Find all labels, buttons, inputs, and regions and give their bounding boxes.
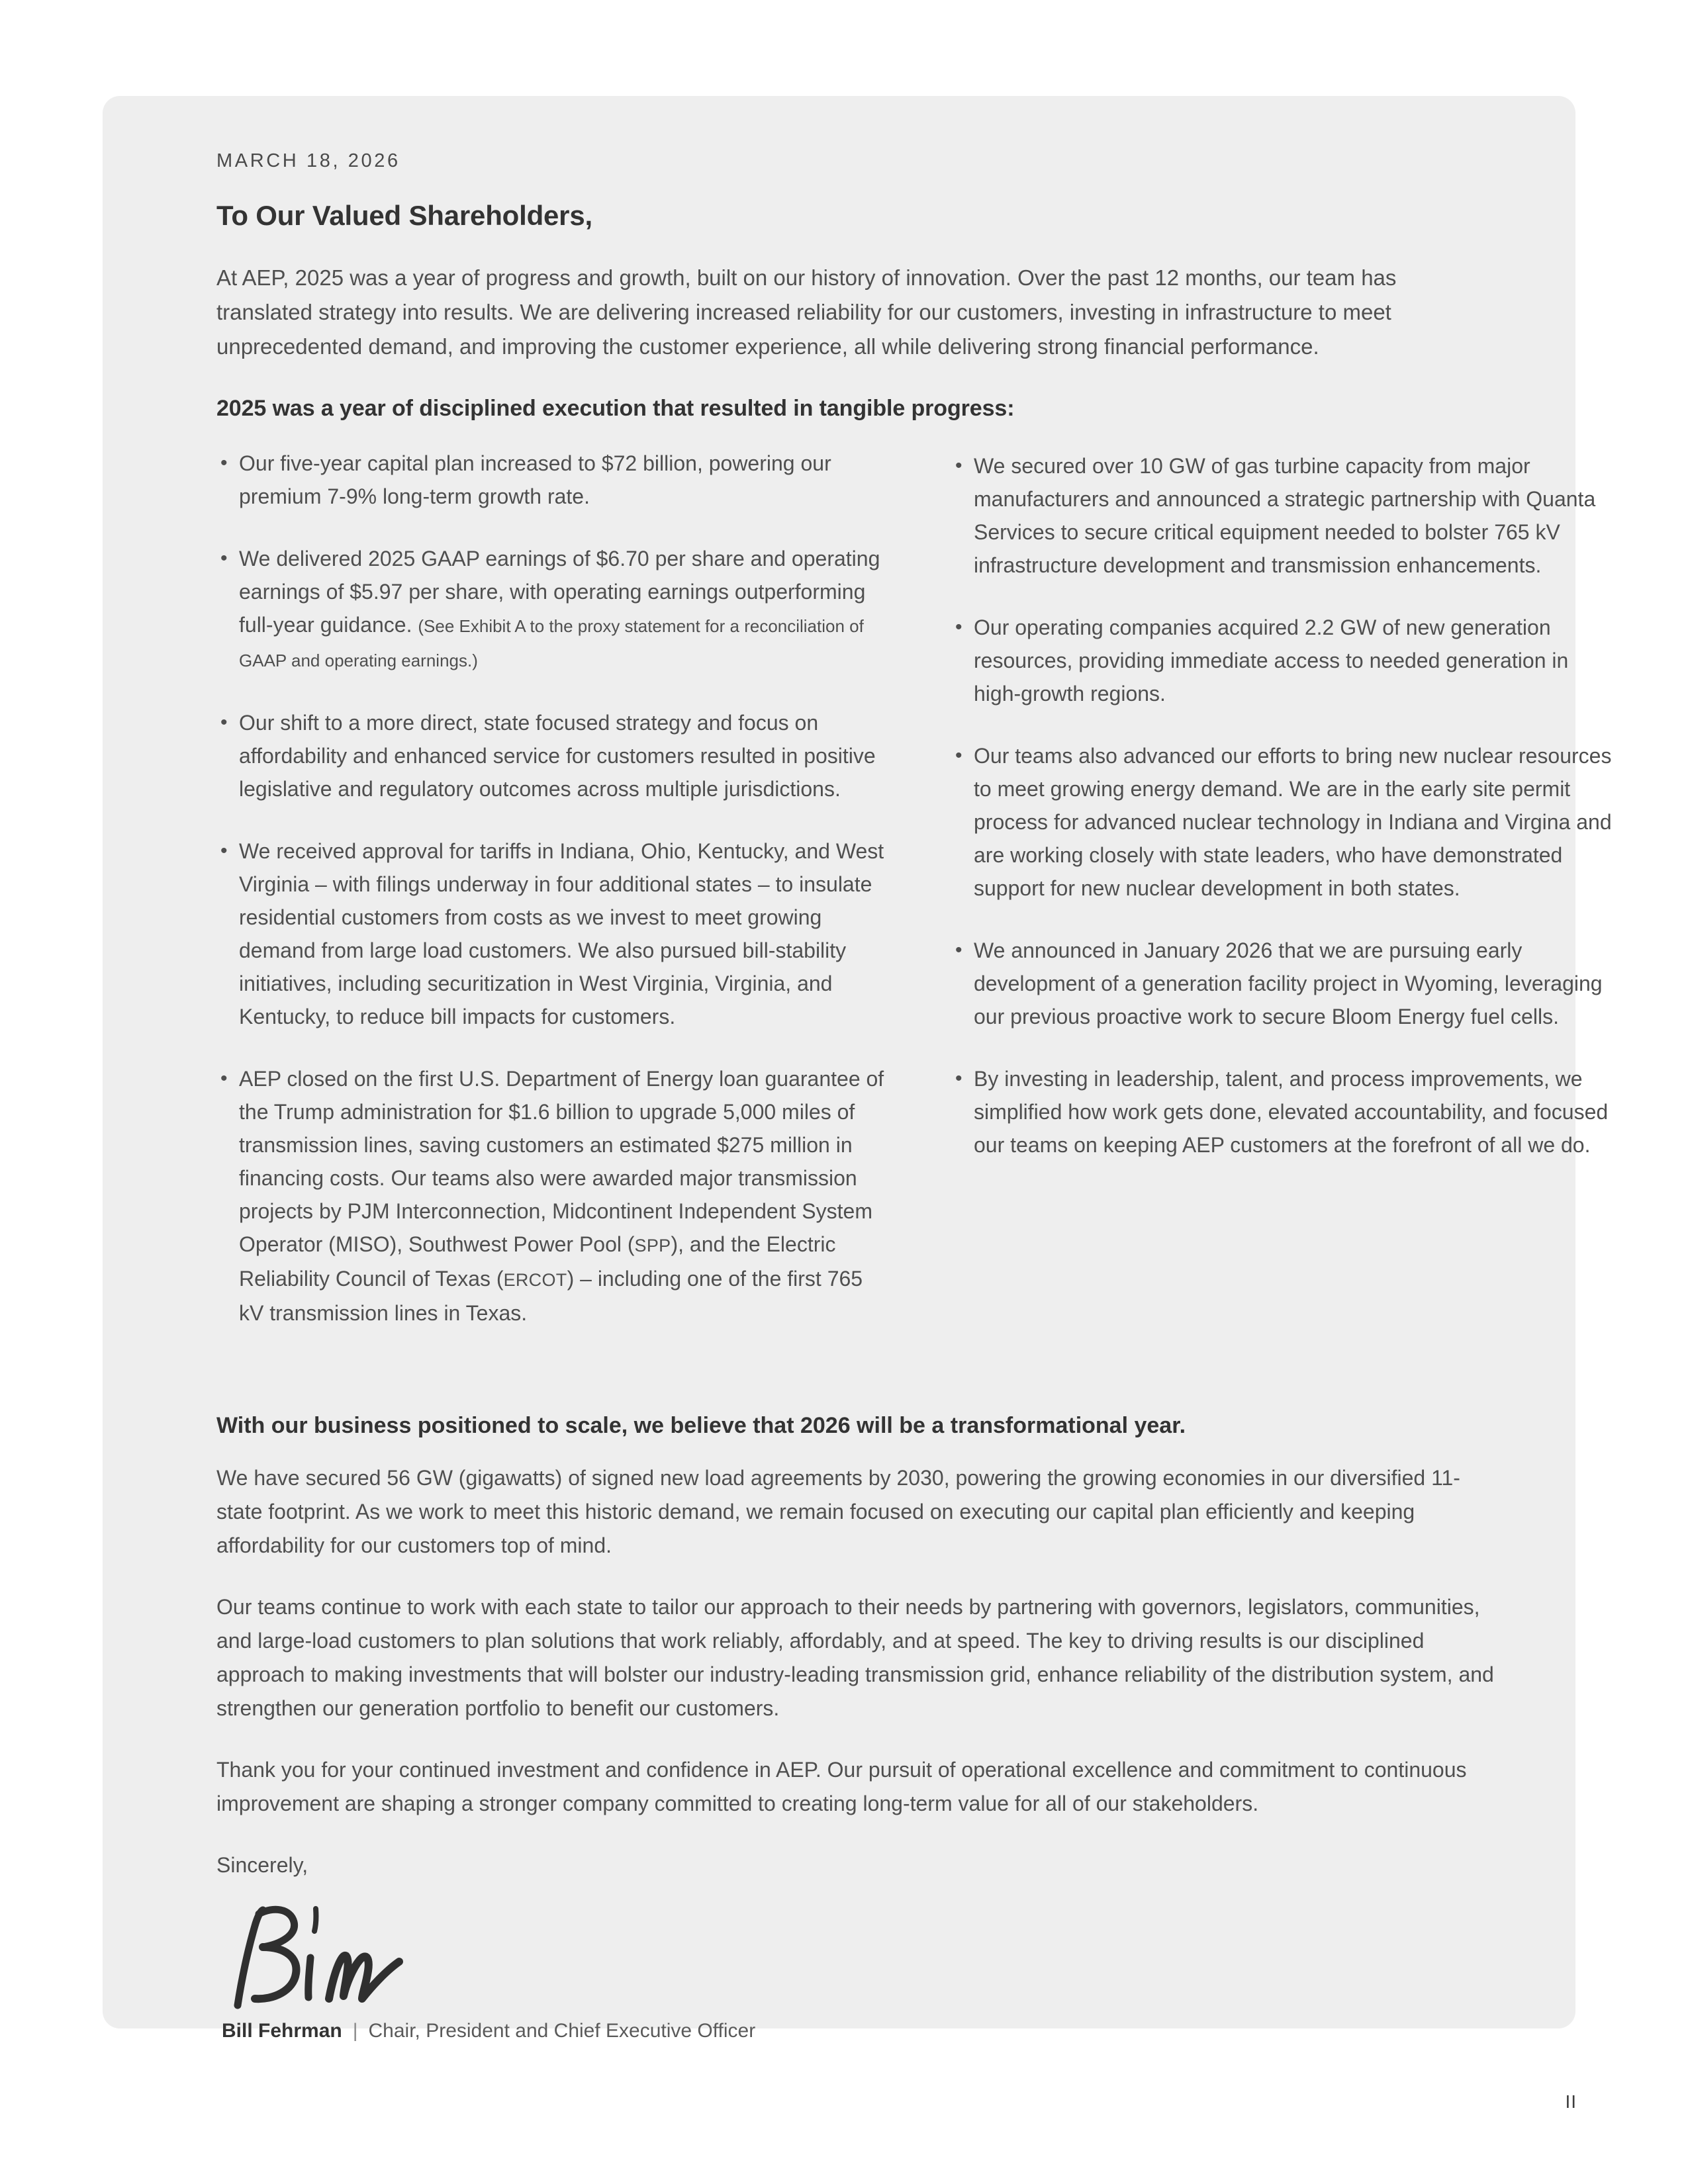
bullet-dot-icon: • — [220, 1068, 228, 1089]
list-item-text — [239, 542, 885, 677]
bullet-dot-icon: • — [955, 616, 962, 638]
bullet-dot-icon: • — [220, 452, 228, 474]
list-item-text: We secured over 10 GW of gas turbine capacity from major manufacturers and announced a strategic partnership with Quanta Services to secure critical equipment needed to bolster 765 kV infrastructure development and transmission enhancements. — [974, 454, 1596, 577]
bullet-dot-icon: • — [955, 1068, 962, 1089]
signer-separator: | — [352, 2020, 358, 2042]
letter-date: MARCH 18, 2026 — [216, 150, 400, 171]
list-item-text: We announced in January 2026 that we are pursuing early development of a generation facility project in Wyoming, leveraging our previous proactive work to secure Bloom Energy fuel cells. — [974, 938, 1603, 1028]
intro-paragraph: At AEP, 2025 was a year of progress and growth, built on our history of innovation. Over the past 12 months, our team has translated strategy into results. We are delivering increased reliability for our customers, investing in infrastructure to meet unprecedented demand, and improving the customer experience, all while delivering strong financial performance. — [216, 265, 1397, 359]
bullet-dot-icon: • — [220, 840, 228, 862]
list-item-text-part-2: ), and the Electric Reliability Council of Texas ( — [239, 1232, 836, 1291]
closing-paragraph-1: We have secured 56 GW (gigawatts) of signed new load agreements by 2030, powering the growing economies in our diversified 11-state footprint. As we work to meet this historic demand, we remain focused on executing our capital plan efficiently and keeping affordability for our customers top of mind. — [216, 1466, 1460, 1557]
list-item — [216, 1062, 885, 1330]
closing-paragraph-3: Thank you for your continued investment and confidence in AEP. Our pursuit of operational excellence and commitment to continuous improvement are shaping a stronger company committed to creating long-term value for all of our stakeholders. — [216, 1758, 1467, 1815]
closing-section — [216, 1330, 1496, 2042]
list-item-text: Our operating companies acquired 2.2 GW of new generation resources, providing immediate access to needed generation in high-growth regions. — [974, 615, 1569, 705]
list-item — [216, 835, 885, 1033]
bullet-dot-icon: • — [220, 547, 228, 569]
list-item — [216, 706, 885, 805]
list-item-text-part-3: ) – including one of the first 765 kV transmission lines in Texas. — [239, 1267, 863, 1325]
list-item-text — [239, 1062, 885, 1330]
bullet-dot-icon: • — [220, 711, 228, 733]
list-item — [951, 611, 1620, 710]
list-item-text: We received approval for tariffs in Indiana, Ohio, Kentucky, and West Virginia – with filings underway in four additional states – to insulate residential customers from costs as we invest to meet growing demand from large load customers. We also pursued bill-stability initiatives, including securitization in West Virginia, Virginia, and Kentucky, to reduce bill impacts for customers. — [239, 839, 884, 1028]
list-item-note: (See Exhibit A to the proxy statement for a reconciliation of GAAP and operating earnings.) — [239, 616, 864, 670]
closing-heading: With our business positioned to scale, we believe that 2026 will be a transformational year. — [216, 1413, 1186, 1438]
bullet-dot-icon: • — [955, 745, 962, 766]
bullet-columns — [216, 447, 1612, 1330]
list-item-main-text: We delivered 2025 GAAP earnings of $6.70 per share and operating earnings of $5.97 per share, with operating earnings outperforming full-year guidance. — [239, 547, 880, 637]
signer-line — [222, 2020, 1496, 2042]
list-item-text: Our five-year capital plan increased to $72 billion, powering our premium 7-9% long-term growth rate. — [239, 451, 831, 508]
bullet-dot-icon: • — [955, 455, 962, 477]
acronym-ercot: ERCOT — [503, 1270, 567, 1290]
handwritten-signature-icon — [216, 1894, 494, 2020]
sincerely-line: Sincerely, — [216, 1853, 308, 1877]
closing-paragraph-2: Our teams continue to work with each state to tailor our approach to their needs by partnering with governors, legislators, communities, and large-load customers to plan solutions that work reliably, affordably, and at speed. The key to driving results is our disciplined approach to making investments that will bolster our industry-leading transmission grid, enhance reliability of the distribution system, and strengthen our generation portfolio to benefit our customers. — [216, 1595, 1494, 1720]
section-heading: 2025 was a year of disciplined execution that resulted in tangible progress: — [216, 396, 1015, 421]
list-item — [951, 449, 1620, 582]
list-item — [951, 1062, 1620, 1161]
list-item — [216, 542, 885, 677]
bullets-right-column — [951, 447, 1620, 1330]
letter-salutation: To Our Valued Shareholders, — [216, 200, 592, 231]
list-item-text: Our teams also advanced our efforts to bring new nuclear resources to meet growing energy demand. We are in the early site permit process for advanced nuclear technology in Indiana and Virgina and are working closely with state leaders, who have demonstrated support for new nuclear development in both states. — [974, 744, 1612, 900]
shareholder-letter-card — [103, 96, 1612, 2042]
list-item-text: By investing in leadership, talent, and process improvements, we simplified how work gets done, elevated accountability, and focused our teams on keeping AEP customers at the forefront of all we do. — [974, 1067, 1609, 1157]
list-item — [951, 739, 1620, 905]
list-item — [216, 447, 885, 513]
bullets-left-column — [216, 447, 885, 1330]
bullet-dot-icon: • — [955, 939, 962, 961]
list-item-text-part-1: AEP closed on the first U.S. Department of Energy loan guarantee of the Trump administration for $1.6 billion to upgrade 5,000 miles of transmission lines, saving customers an estimated $275 million in financing costs. Our teams also were awarded major transmission projects by PJM Interconnection, Midcontinent Independent System Operator (MISO), Southwest Power Pool ( — [239, 1067, 884, 1256]
page-number: II — [1565, 2091, 1577, 2112]
list-item-text: Our shift to a more direct, state focused strategy and focus on affordability and enhanced service for customers resulted in positive legislative and regulatory outcomes across multiple jurisdictions. — [239, 711, 876, 801]
list-item — [951, 934, 1620, 1033]
acronym-spp: SPP — [634, 1236, 671, 1255]
signer-name: Bill Fehrman — [222, 2020, 342, 2042]
signer-title: Chair, President and Chief Executive Officer — [368, 2020, 756, 2042]
signature-block — [216, 1894, 1496, 2020]
